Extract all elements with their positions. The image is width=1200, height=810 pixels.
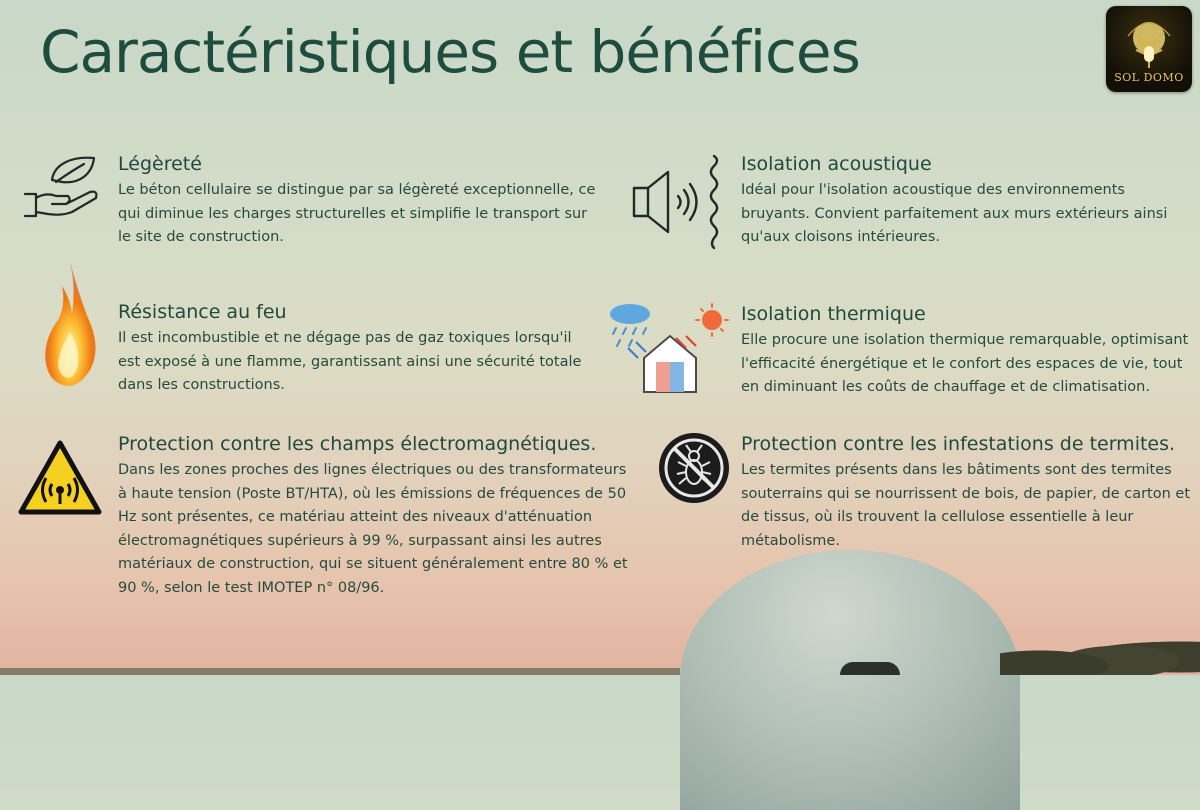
flame-icon [40,258,100,390]
trees-background [1000,630,1200,675]
dome-window [840,662,900,675]
feature-description: Le béton cellulaire se distingue par sa légèreté exceptionnelle, ce qui diminue les charges structurelles et simplifie le transport sur le site de construction. [118,182,596,245]
feature-description: Elle procure une isolation thermique remarquable, optimisant l'efficacité énergétique et le confort des espaces de vie, tout en diminuant les coûts de chauffage et de climatisation. [741,332,1189,395]
feature-description: Il est incombustible et ne dégage pas de gaz toxiques lorsqu'il est exposé à une flamme, garantissant ainsi une sécurité totale dans les constructions. [118,330,582,393]
feature-thermal-insulation [741,302,1196,400]
ground-line [0,668,680,675]
feature-description: Les termites présents dans les bâtiments sont des termites souterrains qui se nourrissent de bois, de papier, de carton et de tissus, où ils trouvent la cellulose essentielle à leur métabolisme. [741,462,1191,549]
feature-acoustic-insulation [741,152,1196,250]
brand-logo [1106,6,1192,92]
feature-termite-protection [741,432,1196,553]
feature-title: Isolation acoustique [741,153,932,175]
thermal-house-icon [606,302,730,396]
feature-description: Idéal pour l'isolation acoustique des environnements bruyants. Convient parfaitement aux murs extérieurs ainsi qu'aux cloisons intérieures. [741,182,1168,245]
page-title: Caractéristiques et bénéfices [40,18,860,86]
feature-description: Dans les zones proches des lignes électriques ou des transformateurs à haute tension (Poste BT/HTA), où les émissions de fréquences de 50 Hz sont présentes, ce matériau atteint des niveaux d'atténuation électromagnétiques supérieurs à 99 %, surpassant ainsi les autres matériaux de construction, qui se situent généralement entre 80 % et 90 %, selon le test IMOTEP n° 08/96. [118,462,628,596]
feature-title: Résistance au feu [118,301,287,323]
feature-emf-protection [118,432,638,600]
logo-text: SOL DOMO [1114,71,1184,84]
feature-title: Légèreté [118,153,202,175]
no-termite-icon [658,432,730,504]
dome-background [680,550,1020,810]
feature-title: Protection contre les infestations de termites. [741,433,1176,455]
feature-fire-resistance [118,300,598,398]
radiation-warning-icon [18,440,102,516]
feature-lightness [118,152,598,250]
feature-title: Isolation thermique [741,303,926,325]
feature-title: Protection contre les champs électromagnétiques. [118,433,597,455]
speaker-sound-icon [628,152,728,250]
hand-leaf-icon [22,152,104,222]
